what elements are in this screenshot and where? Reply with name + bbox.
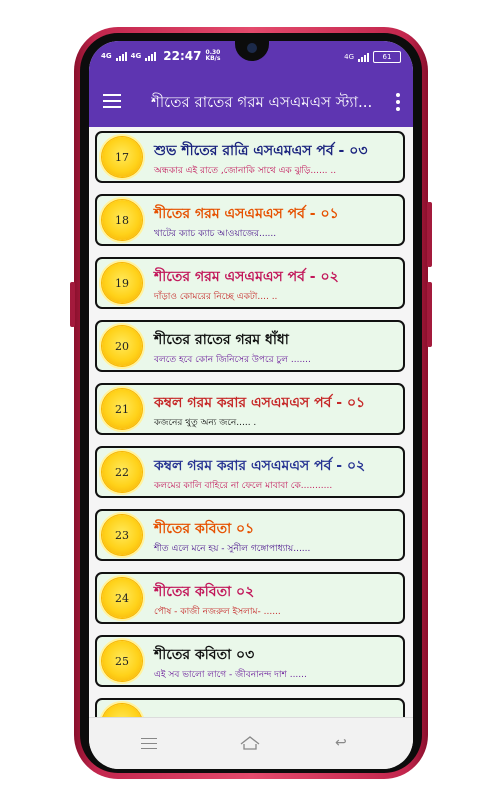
more-options-icon[interactable] [395,93,401,111]
item-subtitle: বলতে হবে কোন জিনিসের উপরে চুল ....... [154,355,311,365]
network-speed [205,50,220,62]
item-subtitle: কজনের থুতু অন্য জনে..... . [154,418,257,428]
number-badge: 23 [102,515,142,555]
number-badge: 20 [102,326,142,366]
number-badge: 19 [102,263,142,303]
camera-notch [235,41,269,61]
item-title: কম্বল গরম করার এসএমএস পর্ব - ০২ [154,458,366,474]
signal-label-1: 4G [101,51,112,60]
list-item[interactable] [95,635,405,687]
list-item[interactable] [95,383,405,435]
item-subtitle: এই সব ভালো লাগে - জীবনানন্দ দাশ ...... [154,670,307,680]
item-title: শীতের কবিতা ০৩ [154,647,255,663]
number-badge: 25 [102,641,142,681]
status-bar [89,41,413,77]
number-badge: 21 [102,389,142,429]
item-title: শীতের গরম এসএমএস পর্ব - ০২ [154,269,339,285]
number-badge: 24 [102,578,142,618]
volume-button [427,282,432,347]
recent-apps-icon[interactable] [141,738,157,753]
list-item-partial[interactable] [95,698,405,717]
page-title: শীতের রাতের গরম এসএমএস স্ট্যা... [151,93,373,111]
home-icon[interactable] [239,734,261,752]
screen [89,41,413,769]
speed-value: 0.30 [205,49,221,56]
number-badge [102,704,142,717]
speed-unit: KB/s [205,55,221,62]
list-item[interactable] [95,572,405,624]
item-subtitle: অন্ধকার এই রাতে ,জোনাকি সাথে এক ঝুড়ি...... .. [154,166,337,176]
volume-button [427,202,432,267]
item-title: শীতের গরম এসএমএস পর্ব - ০১ [154,206,339,222]
signal-bars-icon [145,52,156,61]
list-item[interactable] [95,257,405,309]
item-subtitle: কলমের কালি বাহিরে না ফেলে মাবাবা কে........... [154,481,333,491]
list-item[interactable] [95,194,405,246]
camera-icon [247,43,257,53]
signal-label-2: 4G [130,51,142,60]
back-icon[interactable]: ↩ [335,735,347,751]
item-title: শুভ শীতের রাত্রি এসএমএস পর্ব - ০৩ [154,143,368,159]
list-item[interactable] [95,509,405,561]
list-item[interactable] [95,446,405,498]
clock: 22:47 [163,49,202,63]
item-subtitle: পৌষ - কাজী নজরুল ইসলাম- ...... [154,607,281,617]
item-title: শীতের কবিতা ০২ [154,584,255,600]
phone-frame [74,27,428,779]
number-badge: 17 [102,137,142,177]
number-badge: 18 [102,200,142,240]
power-button [70,282,75,327]
hamburger-menu-icon[interactable] [103,94,121,108]
sms-category-list [89,127,413,717]
item-subtitle: দাঁড়াও কোমরের নিচ্ছে একটা.... .. [154,292,278,302]
battery-icon: 61 [373,51,401,63]
item-subtitle: খাটের ক্যাচ ক্যাচ আওয়াজের...... [154,229,277,239]
signal-bars-icon [116,52,127,61]
list-item[interactable] [95,320,405,372]
item-title: কম্বল গরম করার এসএমএস পর্ব - ০১ [154,395,366,411]
item-subtitle: শীত এলে মনে হয় - সুনীল গঙ্গোপাধ্যায়...... [154,544,311,554]
item-title: শীতের রাতের গরম ধাঁধা [154,332,289,348]
item-title: শীতের কবিতা ০১ [154,521,255,537]
signal-label-right: 4G [344,52,354,61]
list-item[interactable] [95,131,405,183]
app-bar [89,77,413,127]
signal-bars-icon [358,53,369,62]
system-nav-bar [89,717,413,769]
number-badge: 22 [102,452,142,492]
